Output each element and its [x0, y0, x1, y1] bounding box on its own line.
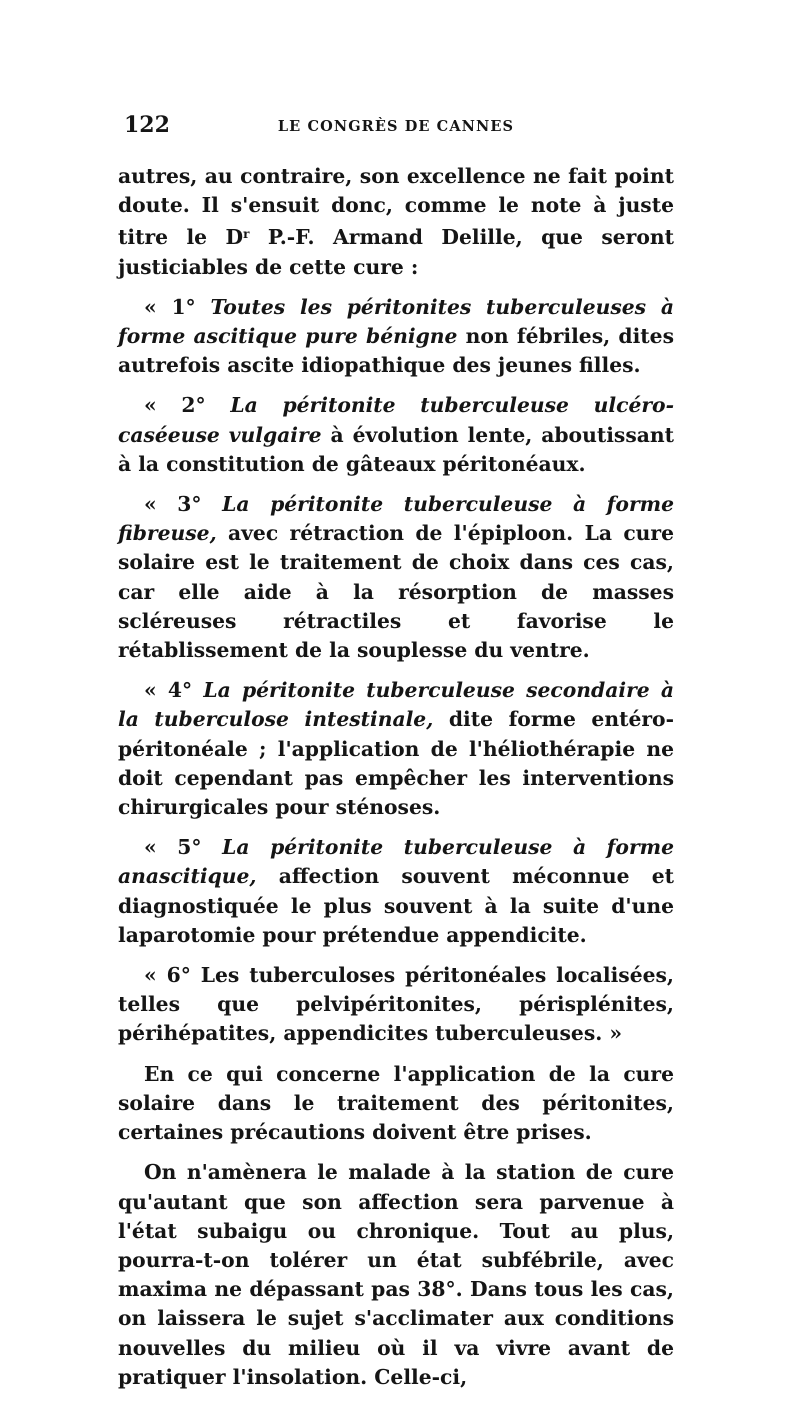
- list-item-1: [118, 293, 674, 381]
- list-item-5-text: affection souvent méconnue et diagnostiquée le plus souvent à la suite d'une laparotomie pour prétendue appendicite.: [118, 864, 674, 947]
- list-item-3: [118, 490, 674, 665]
- list-item-2: [118, 391, 674, 479]
- list-item-1-text: non fébriles, dites autrefois ascite idiopathique des jeunes filles.: [118, 324, 674, 378]
- list-item-4-title: La péritonite tuberculeuse secondaire à la tuberculose intestinale,: [118, 678, 674, 732]
- list-item-4-text: dite forme entéro-péritonéale ; l'application de l'héliothérapie ne doit cependant pas empêcher les interventions chirurgicales pour sténoses.: [118, 707, 674, 820]
- paragraph-intro-end: P.-F. Armand Delille, que seront justiciables de cette cure :: [118, 225, 674, 279]
- list-item-5-title: La péritonite tuberculeuse à forme anascitique,: [118, 835, 674, 889]
- paragraph-intro-text: autres, au contraire, son excellence ne fait point doute. Il s'ensuit donc, comme le note à juste titre le D: [118, 164, 674, 250]
- page: [118, 112, 674, 1403]
- list-item-2-number: « 2°: [144, 393, 231, 418]
- list-item-2-title: La péritonite tuberculeuse ulcéro-caséeuse vulgaire: [118, 393, 674, 447]
- page-number: 122: [124, 112, 170, 138]
- list-item-1-number: « 1°: [144, 294, 211, 319]
- running-header: [118, 112, 674, 142]
- list-item-3-title: La péritonite tuberculeuse à forme fibreuse,: [118, 492, 674, 546]
- paragraph-procedure: On n'amènera le malade à la station de cure qu'autant que son affection sera parvenue à l'état subaigu ou chronique. Tout au plus, pourra-t-on tolérer un état subfébrile, avec maxima ne dépassant pas 38°. Dans tous les cas, on laissera le sujet s'acclimater aux conditions nouvelles du milieu où il va vivre avant de pratiquer l'insolation. Celle-ci,: [118, 1160, 674, 1389]
- list-item-5-number: « 5°: [144, 835, 223, 860]
- list-item-2-text: à évolution lente, aboutissant à la constitution de gâteaux péritonéaux.: [118, 422, 674, 476]
- running-title: LE CONGRÈS DE CANNES: [277, 118, 515, 135]
- list-item-1-title: Toutes les péritonites tuberculeuses à forme ascitique pure bénigne: [118, 294, 674, 349]
- list-item-4-number: « 4°: [144, 678, 204, 703]
- doctor-superscript: r: [243, 227, 250, 242]
- list-item-3-text: avec rétraction de l'épiploon. La cure solaire est le traitement de choix dans ces cas, car elle aide à la résorption de masses scléreuses rétractiles et favorise le rétablissement de la souplesse du ventre.: [118, 521, 674, 663]
- paragraph-intro: [118, 162, 674, 282]
- list-item-6: « 6° Les tuberculoses péritonéales localisées, telles que pelvipéritonites, périsplénites, périhépatites, appendicites tuberculeuses. »: [118, 963, 674, 1046]
- list-item-4: [118, 676, 674, 822]
- list-item-3-number: « 3°: [144, 492, 223, 517]
- list-item-5: [118, 833, 674, 950]
- body-text: [118, 162, 674, 1392]
- paragraph-precautions: En ce qui concerne l'application de la cure solaire dans le traitement des péritonites, certaines précautions doivent être prises.: [118, 1061, 674, 1145]
